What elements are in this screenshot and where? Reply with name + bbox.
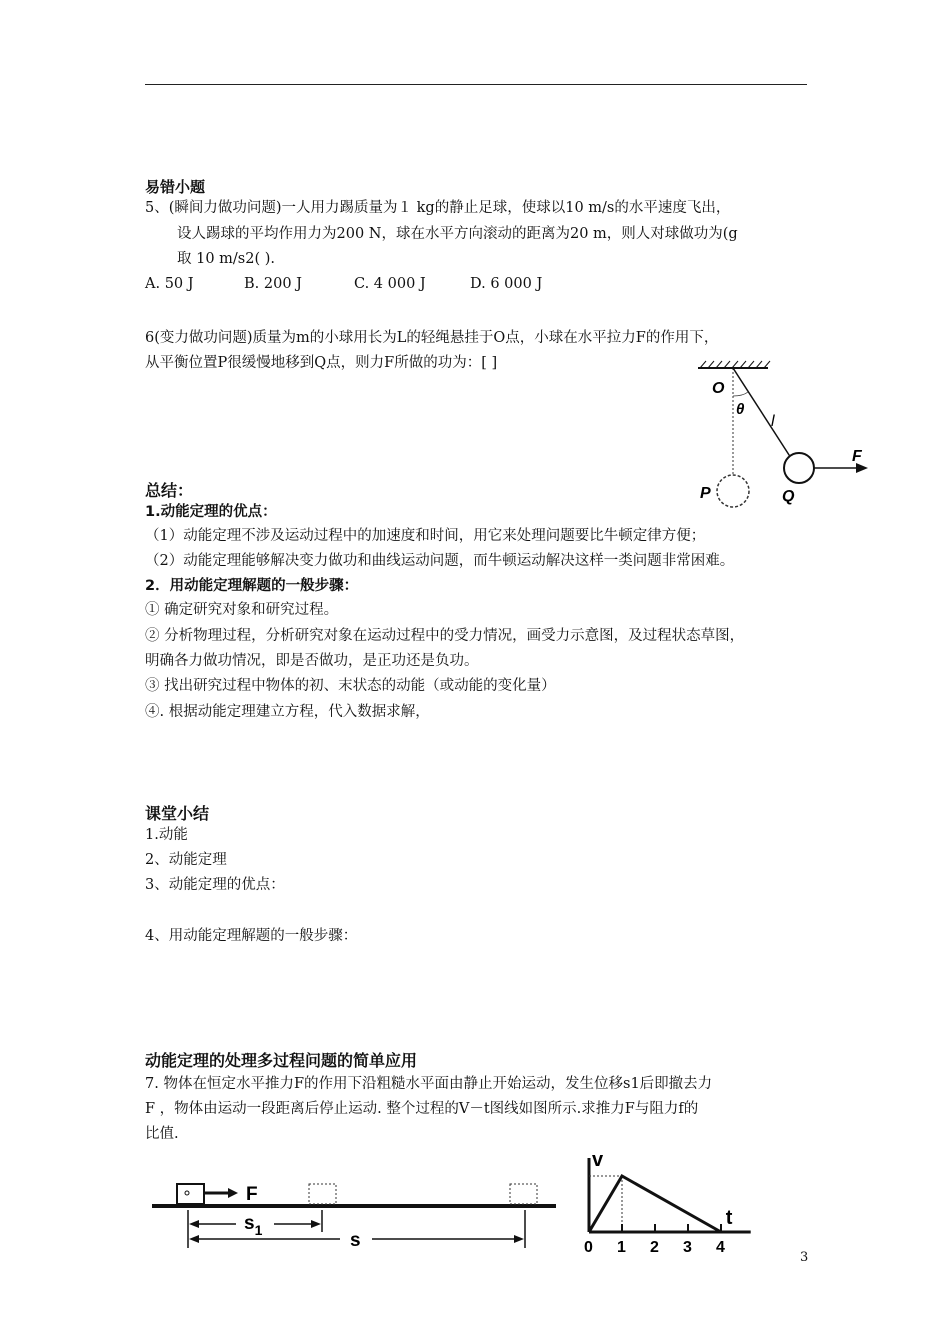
s1-arrow-right xyxy=(311,1220,321,1228)
step-3: ③ 找出研究过程中物体的初、末状态的动能（或动能的变化量） xyxy=(145,678,556,694)
class-summary-item-1: 1.动能 xyxy=(145,827,188,843)
block-label-s1: $s_1$ xyxy=(244,1213,263,1238)
steps-title: 2．用动能定理解题的一般步骤： xyxy=(145,578,359,594)
label-p: P xyxy=(700,485,711,502)
s-arrow-right xyxy=(514,1235,524,1243)
label-theta: θ xyxy=(736,401,745,418)
advantage-1: （1）动能定理不涉及运动过程中的加速度和时间，用它来处理问题要比牛顿定律方便； xyxy=(145,528,706,544)
q5-option-b: B. 200 J xyxy=(244,276,302,292)
s1-arrow-left xyxy=(189,1220,199,1228)
s-arrow-left xyxy=(189,1235,199,1243)
theta-arc xyxy=(733,392,748,396)
vt-x-tick-label: 3 xyxy=(683,1239,692,1256)
q7-line3: 比值. xyxy=(145,1126,179,1142)
q5-option-d: D. 6 000 J xyxy=(470,276,543,292)
vt-x-tick-label: 0 xyxy=(584,1239,593,1256)
header-rule xyxy=(145,84,807,85)
class-summary-heading: 课堂小结 xyxy=(145,804,210,823)
ball-p-dashed xyxy=(717,475,749,507)
q6-line2: 从平衡位置P很缓慢地移到Q点，则力F所做的功为：[ ] xyxy=(145,355,498,371)
label-o: O xyxy=(712,380,725,397)
ceiling-hatch xyxy=(700,361,770,368)
advantages-title: 1.动能定理的优点： xyxy=(145,504,277,520)
step-2b: 明确各力做功情况，即是否做功，是正功还是负功。 xyxy=(145,653,479,669)
vt-x-label: t xyxy=(725,1207,733,1229)
q5-option-c: C. 4 000 J xyxy=(354,276,426,292)
vt-x-tick-label: 2 xyxy=(650,1239,659,1256)
label-q: Q xyxy=(782,488,795,505)
class-summary-item-3: 3、动能定理的优点： xyxy=(145,877,285,893)
q5-line3: 取 10 m/s2( ). xyxy=(177,251,276,267)
label-f: F xyxy=(852,448,862,465)
vt-y-label: v xyxy=(592,1149,604,1171)
vt-x-tick-label: 1 xyxy=(617,1239,626,1256)
ball-q xyxy=(784,453,814,483)
label-l: l xyxy=(771,413,775,430)
q5-option-a: A. 50 J xyxy=(145,276,194,292)
q5-line2: 设人踢球的平均作用力为200 N，球在水平方向滚动的距离为20 m，则人对球做功为(g xyxy=(177,226,738,242)
page-number: 3 xyxy=(800,1250,809,1265)
block-motion-figure xyxy=(150,1170,570,1252)
advantage-2: （2）动能定理能够解决变力做功和曲线运动问题，而牛顿运动解决这样一类问题非常困难。 xyxy=(145,553,735,569)
vt-series-line xyxy=(589,1176,721,1232)
step-1: ① 确定研究对象和研究过程。 xyxy=(145,602,339,618)
block-start xyxy=(177,1184,204,1204)
q7-line1: 7. 物体在恒定水平推力F的作用下沿粗糙水平面由静止开始运动，发生位移s1后即撤去力 xyxy=(145,1076,713,1092)
q5-line1: 5、(瞬间力做功问题)一人用力踢质量为１ kg的静止足球，使球以10 m/s的水平速度飞出， xyxy=(145,200,731,216)
block-label-s: s xyxy=(350,1230,361,1251)
ground-surface xyxy=(152,1204,556,1208)
q6-line1: 6(变力做功问题)质量为m的小球用长为L的轻绳悬挂于O点，小球在水平拉力F的作用下， xyxy=(145,330,719,346)
vt-chart xyxy=(578,1148,778,1258)
class-summary-item-2: 2、动能定理 xyxy=(145,852,227,868)
q7-line2: F ，物体由运动一段距离后停止运动. 整个过程的V－t图线如图所示.求推力F与阻力f的 xyxy=(145,1101,699,1117)
class-summary-item-4: 4、用动能定理解题的一般步骤： xyxy=(145,928,358,944)
block-at-s xyxy=(510,1184,537,1204)
section-heading-error: 易错小题 xyxy=(145,178,206,196)
step-4: ④. 根据动能定理建立方程，代入数据求解， xyxy=(145,704,430,720)
application-heading: 动能定理的处理多过程问题的简单应用 xyxy=(145,1051,418,1070)
pendulum-figure xyxy=(690,358,880,508)
summary-heading: 总结： xyxy=(145,481,194,500)
block-label-f: F xyxy=(246,1184,258,1205)
vt-x-tick-label: 4 xyxy=(716,1239,725,1256)
block-at-s1 xyxy=(309,1184,336,1204)
push-arrow-head xyxy=(228,1188,238,1198)
step-2a: ② 分析物理过程，分析研究对象在运动过程中的受力情况，画受力示意图，及过程状态草图， xyxy=(145,628,745,644)
